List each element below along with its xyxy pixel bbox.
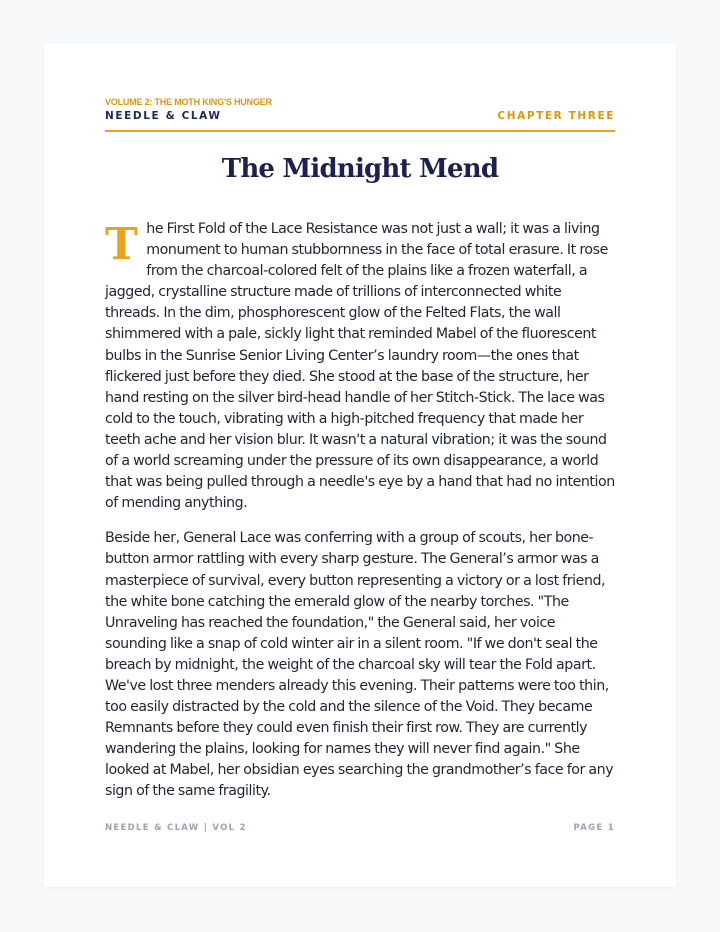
page-sheet <box>44 44 676 887</box>
chapter-body <box>105 219 615 803</box>
page-content <box>105 44 615 887</box>
chapter-title: The Midnight Mend <box>221 154 499 184</box>
series-title: NEEDLE & CLAW <box>105 110 222 122</box>
paragraph-1 <box>105 219 615 514</box>
page-number: PAGE 1 <box>573 823 615 833</box>
paragraph-1-text: he First Fold of the Lace Resistance was not just a wall; it was a living monument to human stubbornness in the face of total erasure. It rose from the charcoal-colored felt of the plains like a frozen waterfall, a jagged, crystalline structure made of trillions of interconnected white threads. In the dim, phosphorescent glow of the Felted Flats, the wall shimmered with a pale, sickly light that reminded Mabel of the fluorescent bulbs in the Sunrise Senior Living Center’s laundry room—the ones that flickered just before they died. She stood at the base of the structure, her hand resting on the silver bird-head handle of her Stitch-Stick. The lace was cold to the touch, vibrating with a high-pitched frequency that made her teeth ache and her vision blur. It wasn't a natural vibration; it was the sound of a world screaming under the pressure of its own disappearance, a world that was being pulled through a needle's eye by a hand that had no intention of mending anything. <box>105 221 615 512</box>
volume-label: VOLUME 2: THE MOTH KING'S HUNGER <box>105 97 272 107</box>
running-header <box>105 110 615 132</box>
chapter-label: CHAPTER THREE <box>497 110 615 122</box>
footer-series: NEEDLE & CLAW | VOL 2 <box>105 823 247 833</box>
paragraph-2: Beside her, General Lace was conferring with a group of scouts, her bone-button armor rattling with every sharp gesture. The General’s armor was a masterpiece of survival, every button representing a victory or a lost friend, the white bone catching the emerald glow of the nearby torches. "The Unraveling has reached the foundation," the General said, her voice sounding like a snap of cold winter air in a silent room. "If we don't seal the breach by midnight, the weight of the charcoal sky will tear the Fold apart. We've lost three menders already this evening. Their patterns were too thin, too easily distracted by the cold and the silence of the Void. They became Remnants before they could even finish their first row. They are currently wandering the plains, looking for names they will never find again." She looked at Mabel, her obsidian eyes searching the grandmother’s face for any sign of the same fragility. <box>105 530 614 800</box>
drop-cap: T <box>105 219 138 270</box>
